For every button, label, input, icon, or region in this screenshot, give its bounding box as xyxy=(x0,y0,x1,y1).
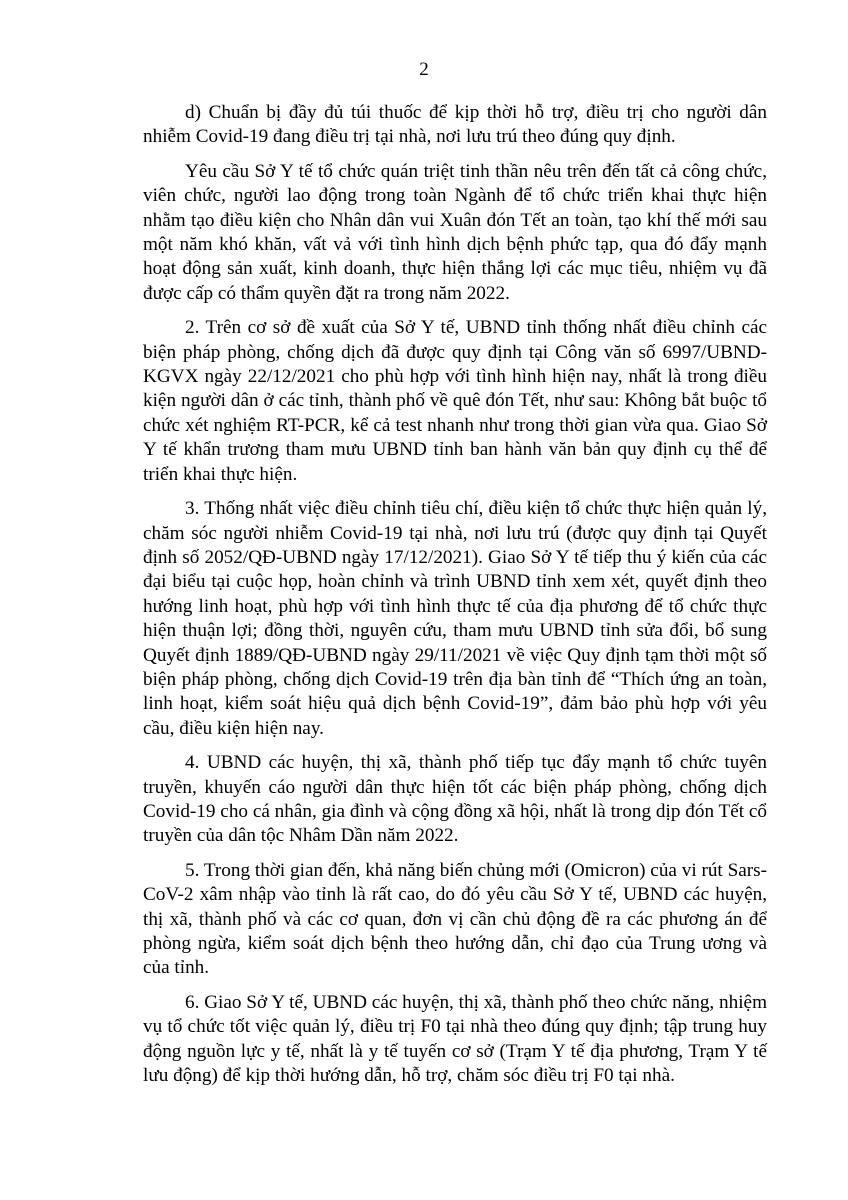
paragraph-requirement: Yêu cầu Sở Y tế tổ chức quán triệt tinh thần nêu trên đến tất cả công chức, viên chức, người lao động trong toàn Ngành để tổ chức triển khai thực hiện nhằm tạo điều kiện cho Nhân dân vui Xuân đón Tết an toàn, tạo khí thế mới sau một năm khó khăn, vất vả với tình hình dịch bệnh phức tạp, qua đó đẩy mạnh hoạt động sản xuất, kinh doanh, thực hiện thắng lợi các mục tiêu, nhiệm vụ đã được cấp có thẩm quyền đặt ra trong năm 2022. xyxy=(143,160,767,304)
paragraph-section-2: 2. Trên cơ sở đề xuất của Sở Y tế, UBND tỉnh thống nhất điều chỉnh các biện pháp phòng, chống dịch đã được quy định tại Công văn số 6997/UBND-KGVX ngày 22/12/2021 cho phù hợp với tình hình hiện nay, nhất là trong điều kiện người dân ở các tỉnh, thành phố về quê đón Tết, như sau: Không bắt buộc tổ chức xét nghiệm RT-PCR, kể cả test nhanh như trong thời gian vừa qua. Giao Sở Y tế khẩn trương tham mưu UBND tỉnh ban hành văn bản quy định cụ thể để triển khai thực hiện. xyxy=(143,317,767,485)
paragraph-section-5: 5. Trong thời gian đến, khả năng biến chủng mới (Omicron) của vi rút Sars-CoV-2 xâm nhập vào tỉnh là rất cao, do đó yêu cầu Sở Y tế, UBND các huyện, thị xã, thành phố và các cơ quan, đơn vị cần chủ động đề ra các phương án để phòng ngừa, kiểm soát dịch bệnh theo hướng dẫn, chỉ đạo của Trung ương và của tỉnh. xyxy=(143,859,767,979)
paragraph-section-4: 4. UBND các huyện, thị xã, thành phố tiếp tục đẩy mạnh tổ chức tuyên truyền, khuyến cáo người dân thực hiện tốt các biện pháp phòng, chống dịch Covid-19 cho cá nhân, gia đình và cộng đồng xã hội, nhất là trong dịp đón Tết cổ truyền của dân tộc Nhâm Dần năm 2022. xyxy=(143,752,767,847)
paragraph-item-d: d) Chuẩn bị đầy đủ túi thuốc để kịp thời hỗ trợ, điều trị cho người dân nhiễm Covid-19 đang điều trị tại nhà, nơi lưu trú theo đúng quy định. xyxy=(143,102,767,148)
paragraph-section-3: 3. Thống nhất việc điều chỉnh tiêu chí, điều kiện tổ chức thực hiện quản lý, chăm sóc người nhiễm Covid-19 tại nhà, nơi lưu trú (được quy định tại Quyết định số 2052/QĐ-UBND ngày 17/12/2021). Giao Sở Y tế tiếp thu ý kiến của các đại biểu tại cuộc họp, hoàn chỉnh và trình UBND tỉnh xem xét, quyết định theo hướng linh hoạt, phù hợp với tình hình thực tế của địa phương để tổ chức thực hiện thuận lợi; đồng thời, nguyên cứu, tham mưu UBND tỉnh sửa đổi, bổ sung Quyết định 1889/QĐ-UBND ngày 29/11/2021 về việc Quy định tạm thời một số biện pháp phòng, chống dịch Covid-19 trên địa bàn tỉnh để “Thích ứng an toàn, linh hoạt, kiểm soát hiệu quả dịch bệnh Covid-19”, đảm bảo phù hợp với yêu cầu, điều kiện hiện nay. xyxy=(143,498,767,739)
document-body xyxy=(143,101,767,1098)
paragraph-section-6: 6. Giao Sở Y tế, UBND các huyện, thị xã, thành phố theo chức năng, nhiệm vụ tổ chức tốt việc quản lý, điều trị F0 tại nhà theo đúng quy định; tập trung huy động nguồn lực y tế, nhất là y tế tuyến cơ sở (Trạm Y tế địa phương, Trạm Y tế lưu động) để kịp thời hướng dẫn, hỗ trợ, chăm sóc điều trị F0 tại nhà. xyxy=(143,991,767,1087)
page-number: 2 xyxy=(419,59,429,80)
